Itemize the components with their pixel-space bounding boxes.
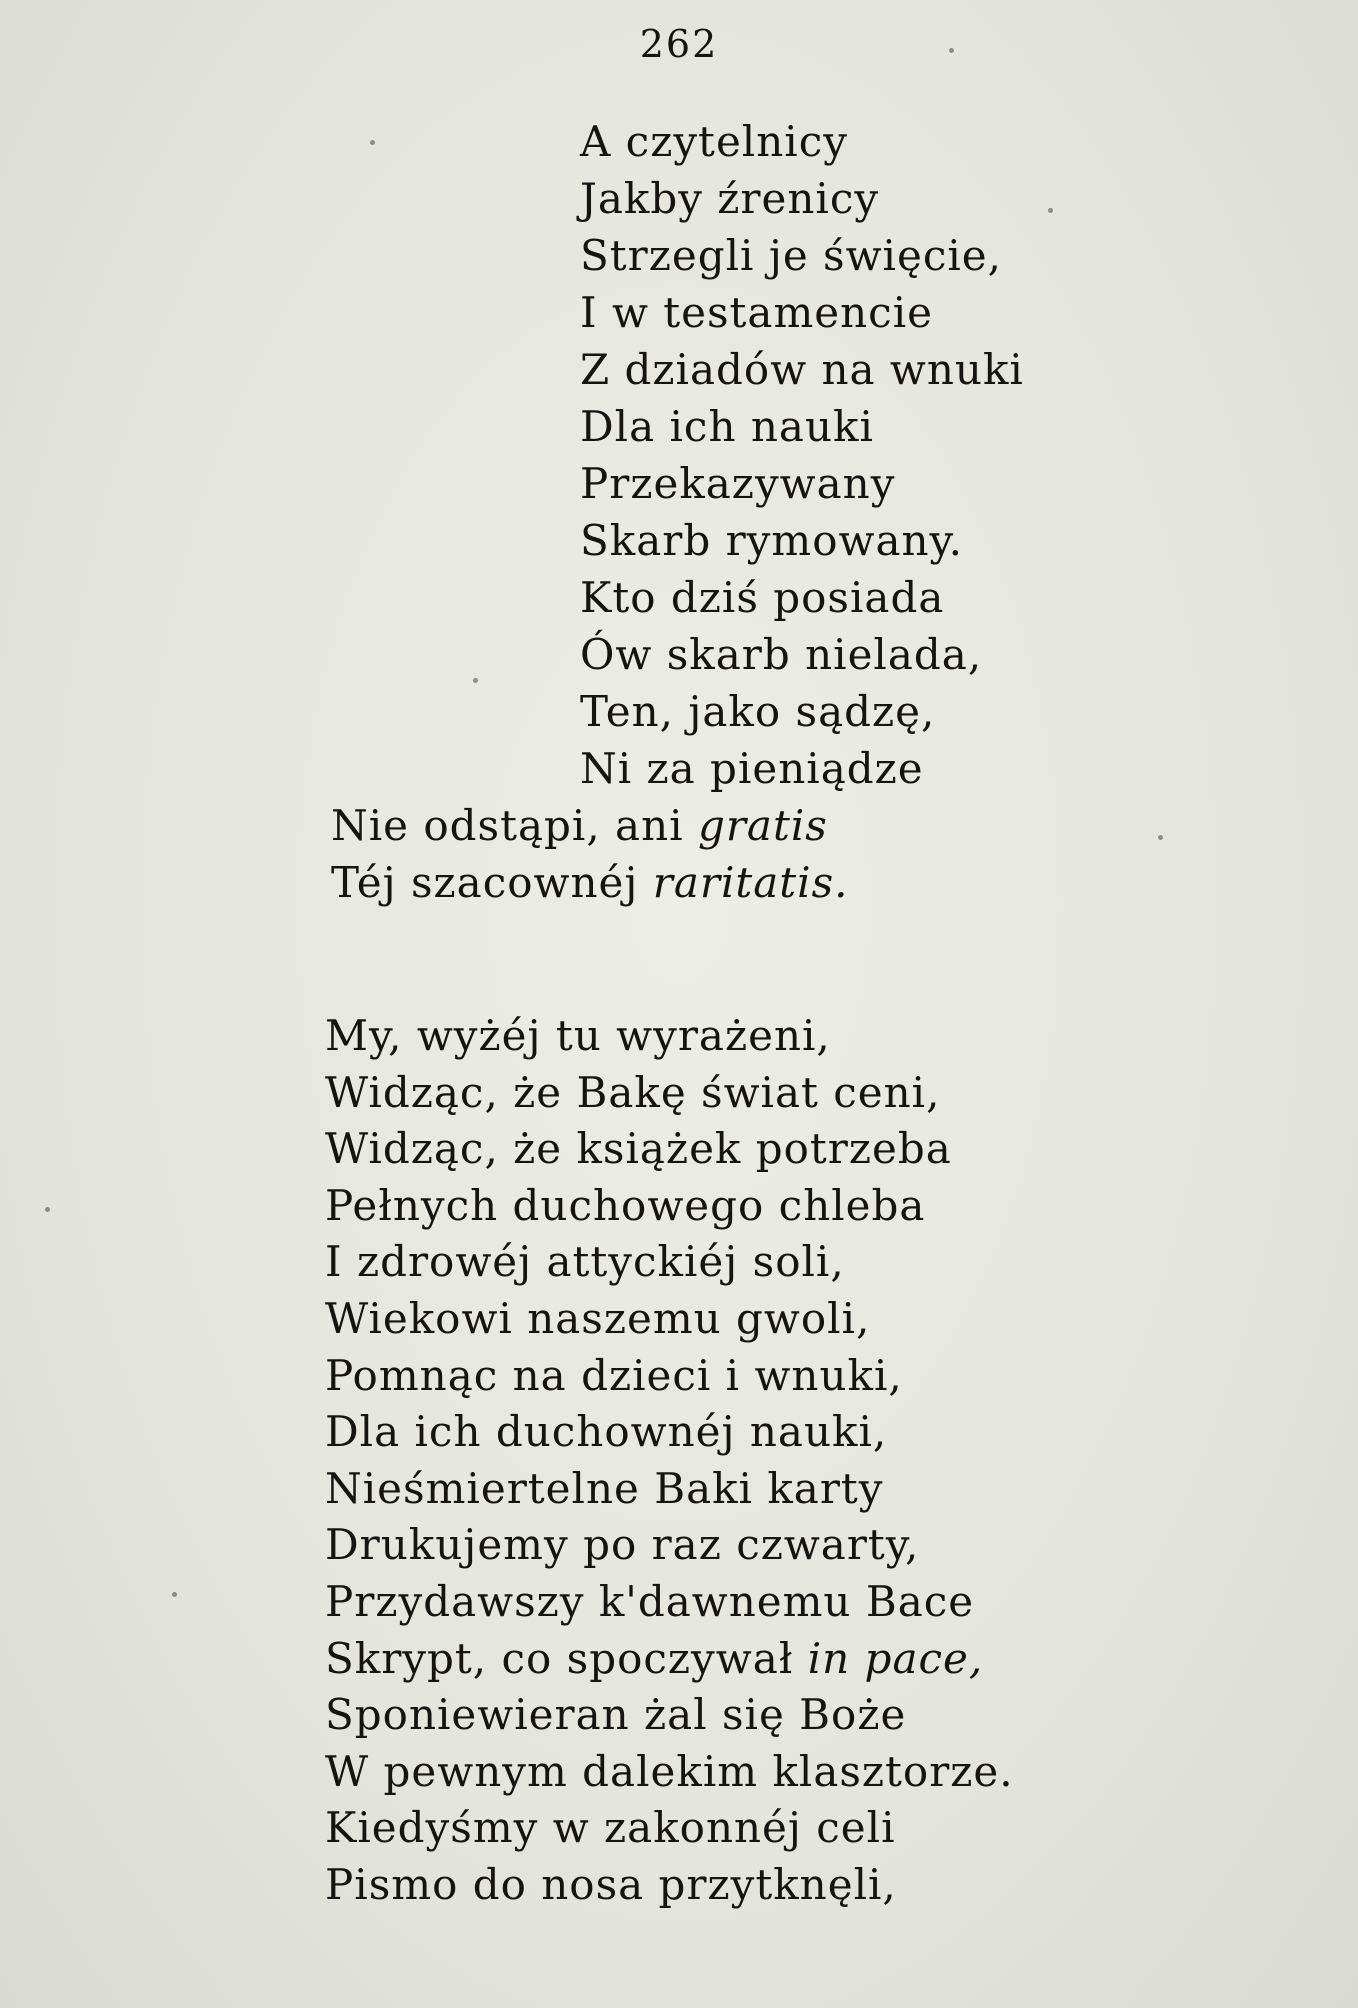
verse-line: Drukujemy po raz czwarty, (325, 1520, 920, 1570)
verse-line: Nieśmiertelne Baki karty (325, 1463, 884, 1513)
verse-line: Z dziadów na wnuki (580, 345, 1024, 394)
verse-line: Téj szacownéj raritatis. (331, 858, 849, 907)
verse-line: Widząc, że Bakę świat ceni, (325, 1067, 941, 1117)
paper-speck (1158, 835, 1163, 840)
verse-line: Przekazywany (580, 459, 896, 508)
verse-line: Dla ich nauki (580, 402, 874, 451)
latin-word: raritatis. (652, 858, 849, 907)
paper-speck (473, 678, 478, 683)
verse-line: Jakby źrenicy (580, 174, 880, 223)
verse-line: Przydawszy k'dawnemu Bace (325, 1576, 975, 1626)
verse-line: Widząc, że książek potrzeba (325, 1124, 952, 1174)
page-number: 262 (639, 22, 719, 66)
verse-line: Strzegli je święcie, (580, 231, 1002, 280)
verse-line: Pełnych duchowego chleba (325, 1180, 926, 1230)
verse-line: Skrypt, co spoczywał in pace, (325, 1633, 984, 1683)
paper-speck (45, 1207, 50, 1212)
verse-line: Ni za pieniądze (580, 744, 924, 793)
verse-line: Sponiewieran żal się Boże (325, 1690, 907, 1740)
paper-speck (172, 1592, 177, 1597)
paper-speck (1048, 208, 1053, 213)
verse-line: W pewnym dalekim klasztorze. (325, 1746, 1014, 1796)
latin-word: gratis (697, 801, 828, 850)
verse-line: Ów skarb nielada, (580, 630, 983, 679)
verse-line: My, wyżéj tu wyrażeni, (325, 1011, 831, 1060)
paper-speck (949, 48, 954, 53)
verse-line: Kto dziś posiada (580, 573, 945, 622)
verse-line: Dla ich duchownéj nauki, (325, 1407, 888, 1457)
verse-line: Pismo do nosa przytknęli, (325, 1859, 897, 1909)
latin-word: in pace, (807, 1633, 984, 1683)
verse-line: A czytelnicy (580, 117, 848, 166)
verse-line: Pomnąc na dzieci i wnuki, (325, 1350, 903, 1400)
stanza (331, 113, 1024, 911)
verse-line: I zdrowéj attyckiéj soli, (325, 1237, 845, 1287)
verse-line: I w testamencie (580, 288, 933, 337)
verse-line: Ten, jako sądzę, (580, 687, 936, 736)
verse-line: Kiedyśmy w zakonnéj celi (325, 1803, 896, 1853)
stanza (325, 1008, 1014, 1914)
verse-line: Nie odstąpi, ani gratis (331, 801, 828, 850)
verse-line: Skarb rymowany. (580, 516, 964, 565)
verse-line: Wiekowi naszemu gwoli, (325, 1293, 871, 1343)
paper-speck (370, 140, 375, 145)
